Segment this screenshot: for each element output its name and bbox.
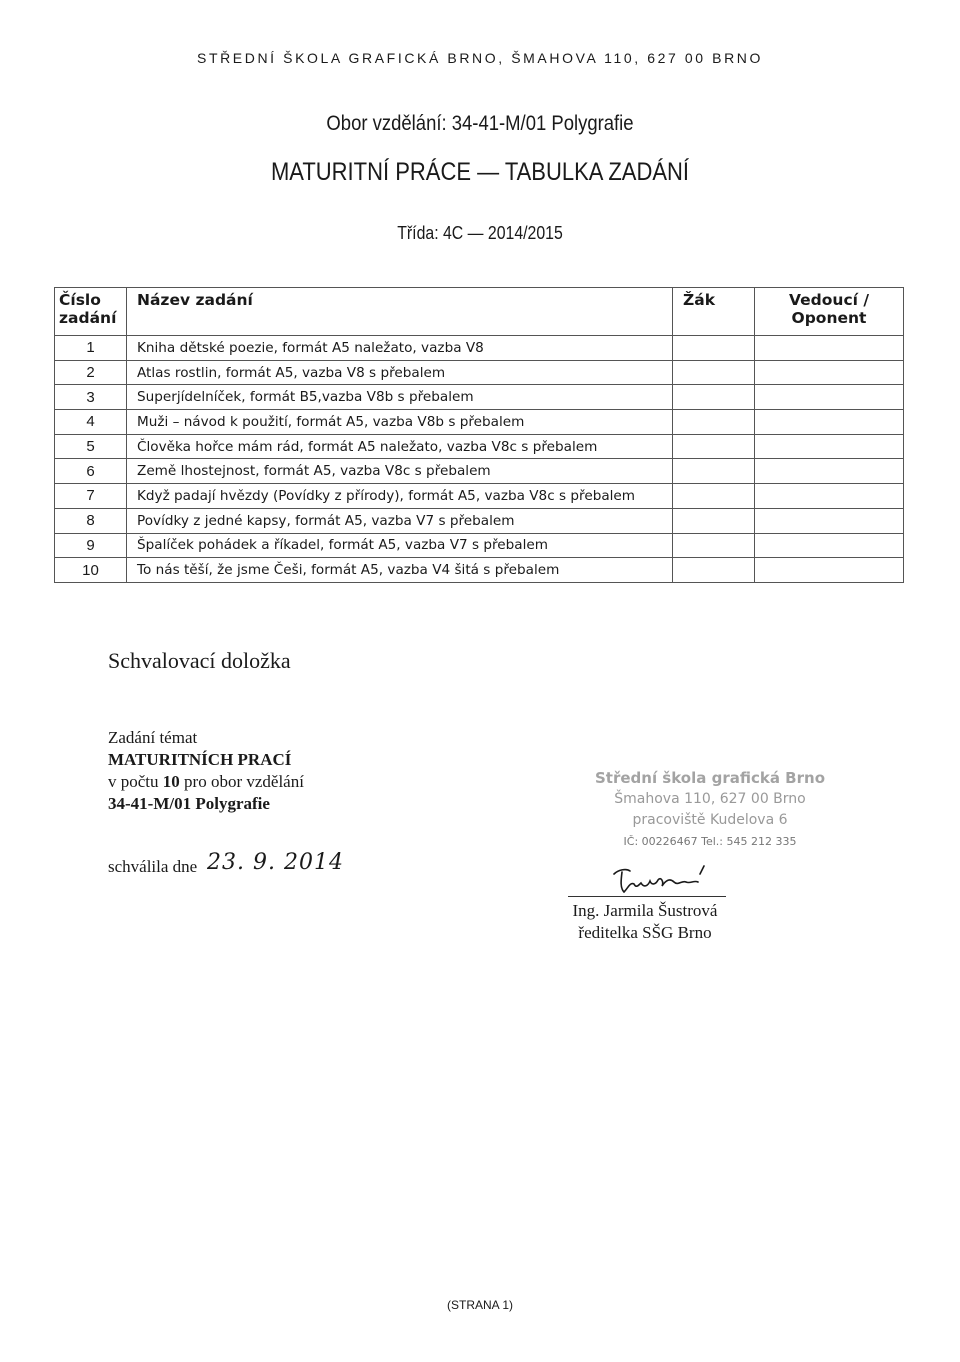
approval-line-3 <box>108 771 304 793</box>
row-number: 3 <box>55 385 127 410</box>
row-supervisor <box>755 360 904 385</box>
row-number: 5 <box>55 434 127 459</box>
table-row <box>55 410 904 435</box>
handwritten-date: 23. 9. 2014 <box>207 850 344 875</box>
row-number: 7 <box>55 484 127 509</box>
row-supervisor <box>755 336 904 361</box>
row-title: Kniha dětské poezie, formát A5 naležato, vazba V8 <box>127 336 673 361</box>
signature-line <box>568 896 726 897</box>
header-nazev: Název zadání <box>127 288 673 336</box>
signer-name: Ing. Jarmila Šustrová <box>572 901 718 920</box>
approval-line-1: Zadání témat <box>108 728 198 747</box>
row-supervisor <box>755 434 904 459</box>
row-title: Země lhostejnost, formát A5, vazba V8c s přebalem <box>127 459 673 484</box>
stamp-line-2: Šmahova 110, 627 00 Brno <box>614 791 806 807</box>
header-vedouci-line1: Vedoucí / <box>789 291 869 309</box>
approval-text <box>108 727 304 815</box>
school-header: STŘEDNÍ ŠKOLA GRAFICKÁ BRNO, ŠMAHOVA 110, 627 00 BRNO <box>197 50 763 66</box>
table-row <box>55 360 904 385</box>
page-footer: (STRANA 1) <box>446 1298 513 1312</box>
class-year: Třída: 4C — 2014/2015 <box>397 223 563 243</box>
row-supervisor <box>755 533 904 558</box>
stamp-line-3: pracoviště Kudelova 6 <box>632 812 788 828</box>
row-student <box>673 533 755 558</box>
approval-heading: Schvalovací doložka <box>108 648 291 673</box>
approval-count-prefix: v počtu <box>108 772 159 791</box>
row-supervisor <box>755 385 904 410</box>
page-title: MATURITNÍ PRÁCE — TABULKA ZADÁNÍ <box>270 158 690 186</box>
table-row <box>55 385 904 410</box>
row-number: 6 <box>55 459 127 484</box>
header-cislo-line1: Číslo <box>59 291 101 309</box>
row-title: Povídky z jedné kapsy, formát A5, vazba V7 s přebalem <box>127 508 673 533</box>
header-cislo-line2: zadání <box>59 309 117 327</box>
signer-role: ředitelka SŠG Brno <box>578 923 712 942</box>
approval-line-2: MATURITNÍCH PRACÍ <box>108 750 292 769</box>
table-header-row <box>55 288 904 336</box>
header-vedouci-line2: Oponent <box>791 309 867 327</box>
row-number: 1 <box>55 336 127 361</box>
row-supervisor <box>755 558 904 583</box>
row-student <box>673 336 755 361</box>
row-title: Atlas rostlin, formát A5, vazba V8 s přebalem <box>127 360 673 385</box>
table-body <box>55 336 904 583</box>
table-row <box>55 336 904 361</box>
row-student <box>673 434 755 459</box>
header-cislo <box>55 288 127 336</box>
approval-count: 10 <box>162 772 180 791</box>
stamp-line-4: IČ: 00226467 Tel.: 545 212 335 <box>623 835 797 848</box>
table-row <box>55 434 904 459</box>
header-zak: Žák <box>673 288 755 336</box>
row-student <box>673 558 755 583</box>
row-supervisor <box>755 459 904 484</box>
table-row <box>55 508 904 533</box>
row-student <box>673 484 755 509</box>
row-title: To nás těší, že jsme Češi, formát A5, vazba V4 šitá s přebalem <box>127 558 673 583</box>
signature-icon <box>608 862 718 898</box>
row-title: Špalíček pohádek a říkadel, formát A5, vazba V7 s přebalem <box>127 533 673 558</box>
assignment-table <box>54 287 904 583</box>
row-title: Superjídelníček, formát B5,vazba V8b s přebalem <box>127 385 673 410</box>
row-supervisor <box>755 484 904 509</box>
row-supervisor <box>755 410 904 435</box>
row-number: 4 <box>55 410 127 435</box>
row-number: 8 <box>55 508 127 533</box>
header-vedouci <box>755 288 904 336</box>
table-row <box>55 533 904 558</box>
table-row <box>55 558 904 583</box>
row-student <box>673 459 755 484</box>
approval-count-suffix: pro obor vzdělání <box>184 772 304 791</box>
field-of-study: Obor vzdělání: 34-41-M/01 Polygrafie <box>326 112 634 135</box>
table-row <box>55 459 904 484</box>
table-row <box>55 484 904 509</box>
row-supervisor <box>755 508 904 533</box>
school-stamp <box>540 768 880 852</box>
row-title: Muži – návod k použití, formát A5, vazba V8b s přebalem <box>127 410 673 435</box>
row-title: Když padají hvězdy (Povídky z přírody), formát A5, vazba V8c s přebalem <box>127 484 673 509</box>
stamp-line-1: Střední škola grafická Brno <box>594 769 826 787</box>
row-student <box>673 508 755 533</box>
approved-on-label: schválila dne <box>108 857 198 876</box>
row-student <box>673 385 755 410</box>
row-title: Člověka hořce mám rád, formát A5 naležato, vazba V8c s přebalem <box>127 434 673 459</box>
row-number: 2 <box>55 360 127 385</box>
approval-line-4: 34-41-M/01 Polygrafie <box>108 794 270 813</box>
row-number: 9 <box>55 533 127 558</box>
signer-block <box>530 900 760 944</box>
row-student <box>673 410 755 435</box>
row-number: 10 <box>55 558 127 583</box>
row-student <box>673 360 755 385</box>
